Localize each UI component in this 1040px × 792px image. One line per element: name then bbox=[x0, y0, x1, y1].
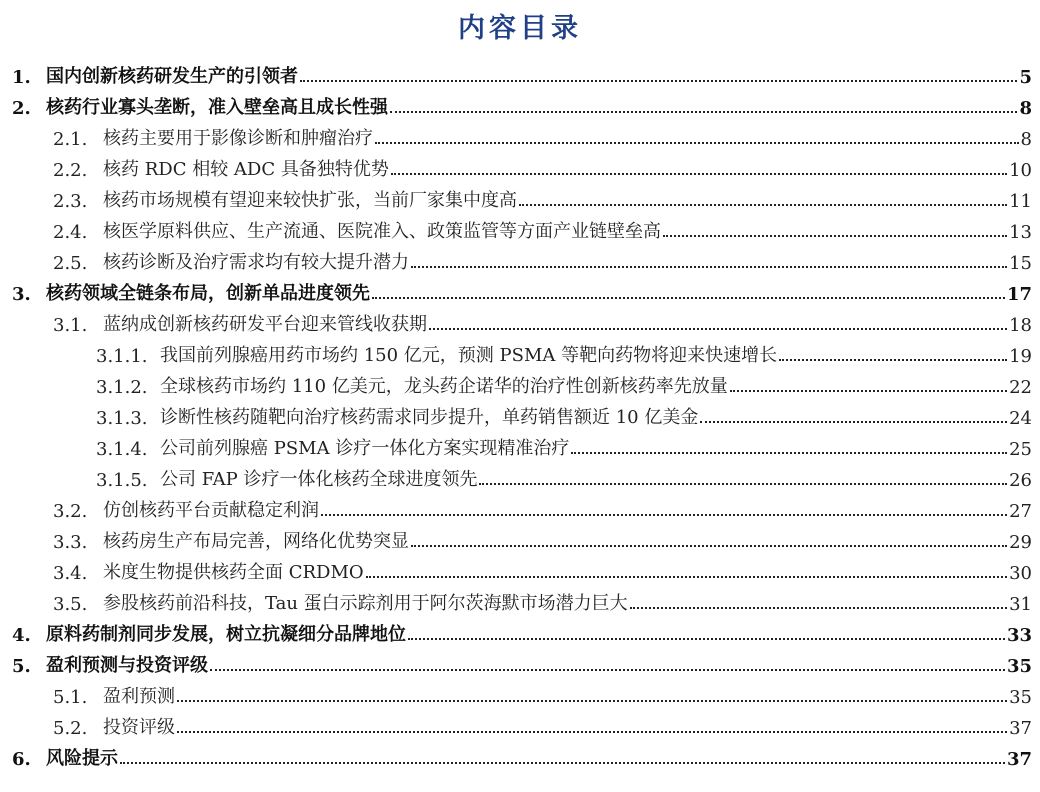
toc-entry-title: 风险提示 bbox=[46, 748, 118, 769]
toc-entry-title: 国内创新核药研发生产的引领者 bbox=[46, 66, 298, 87]
toc-entry-title: 核药主要用于影像诊断和肿瘤治疗 bbox=[103, 128, 373, 149]
toc-entry-page: 18 bbox=[1009, 315, 1032, 336]
toc-entry-page: 37 bbox=[1006, 749, 1032, 770]
toc-entry[interactable] bbox=[0, 522, 1032, 553]
dot-leader bbox=[429, 328, 1007, 330]
toc-entry-number: 5. bbox=[12, 656, 31, 677]
toc-entry-page: 30 bbox=[1009, 563, 1032, 584]
dot-leader bbox=[390, 111, 1017, 113]
toc-entry-number: 1. bbox=[12, 67, 31, 88]
dot-leader bbox=[372, 297, 1005, 299]
toc-entry[interactable] bbox=[0, 429, 1032, 460]
toc-entry[interactable] bbox=[0, 398, 1032, 429]
toc-entry-page: 25 bbox=[1009, 439, 1032, 460]
toc-entry-number: 3.1.5. bbox=[96, 470, 148, 491]
toc-entry[interactable] bbox=[0, 274, 1032, 305]
toc-entry[interactable] bbox=[0, 584, 1032, 615]
toc-entry-title: 公司前列腺癌 PSMA 诊疗一体化方案实现精准治疗 bbox=[160, 438, 570, 459]
toc-entry-page: 5 bbox=[1019, 67, 1032, 88]
toc-entry[interactable] bbox=[0, 336, 1032, 367]
toc-entry[interactable] bbox=[0, 491, 1032, 522]
toc-entry-number: 3.1. bbox=[53, 315, 88, 336]
toc-entry-title: 全球核药市场约 110 亿美元，龙头药企诺华的治疗性创新核药率先放量 bbox=[160, 376, 728, 397]
toc-entry-number: 3.4. bbox=[53, 563, 88, 584]
toc-entry-title: 原料药制剂同步发展，树立抗凝细分品牌地位 bbox=[46, 624, 406, 645]
toc-entry-number: 5.2. bbox=[53, 718, 88, 739]
toc-title: 内容目录 bbox=[458, 13, 582, 44]
toc-entry[interactable] bbox=[0, 677, 1032, 708]
toc-entry[interactable] bbox=[0, 646, 1032, 677]
toc-entry-page: 27 bbox=[1009, 501, 1032, 522]
dot-leader bbox=[519, 204, 1007, 206]
toc-entry-title: 核药诊断及治疗需求均有较大提升潜力 bbox=[103, 252, 409, 273]
toc-entry-title: 核药 RDC 相较 ADC 具备独特优势 bbox=[103, 159, 389, 180]
dot-leader bbox=[630, 607, 1007, 609]
toc-entry-number: 2.4. bbox=[53, 222, 88, 243]
toc-entry[interactable] bbox=[0, 739, 1032, 770]
dot-leader bbox=[408, 638, 1005, 640]
toc-entry[interactable] bbox=[0, 88, 1032, 119]
dot-leader bbox=[120, 762, 1005, 764]
dot-leader bbox=[779, 359, 1007, 361]
dot-leader bbox=[663, 235, 1007, 237]
toc-entry-number: 3.1.1. bbox=[96, 346, 148, 367]
dot-leader bbox=[411, 545, 1007, 547]
dot-leader bbox=[177, 700, 1007, 702]
dot-leader bbox=[700, 421, 1007, 423]
toc-entry-page: 29 bbox=[1009, 532, 1032, 553]
dot-leader bbox=[366, 576, 1007, 578]
toc-entry[interactable] bbox=[0, 150, 1032, 181]
dot-leader bbox=[321, 514, 1007, 516]
toc-entry-number: 3.5. bbox=[53, 594, 88, 615]
dot-leader bbox=[571, 452, 1007, 454]
toc-entry-number: 3.3. bbox=[53, 532, 88, 553]
dot-leader bbox=[300, 80, 1017, 82]
toc-entry[interactable] bbox=[0, 57, 1032, 88]
toc-entry-page: 35 bbox=[1006, 656, 1032, 677]
toc-entry[interactable] bbox=[0, 553, 1032, 584]
toc-entry-title: 盈利预测与投资评级 bbox=[46, 655, 208, 676]
toc-entry-number: 3. bbox=[12, 284, 31, 305]
toc-entry-page: 15 bbox=[1009, 253, 1032, 274]
dot-leader bbox=[730, 390, 1007, 392]
toc-entry[interactable] bbox=[0, 305, 1032, 336]
toc-entry-number: 3.1.4. bbox=[96, 439, 148, 460]
dot-leader bbox=[177, 731, 1007, 733]
toc-entry[interactable] bbox=[0, 708, 1032, 739]
toc-entry-number: 3.2. bbox=[53, 501, 88, 522]
dot-leader bbox=[210, 669, 1005, 671]
toc-entry-title: 参股核药前沿科技，Tau 蛋白示踪剂用于阿尔茨海默市场潜力巨大 bbox=[103, 593, 628, 614]
toc-entry[interactable] bbox=[0, 181, 1032, 212]
toc-entry-page: 35 bbox=[1009, 687, 1032, 708]
toc-entry-page: 33 bbox=[1006, 625, 1032, 646]
toc-entry-title: 米度生物提供核药全面 CRDMO bbox=[103, 562, 364, 583]
toc-entry-title: 蓝纳成创新核药研发平台迎来管线收获期 bbox=[103, 314, 427, 335]
toc-entry-number: 4. bbox=[12, 625, 31, 646]
toc-entry-number: 2.5. bbox=[53, 253, 88, 274]
toc-entry-page: 11 bbox=[1009, 191, 1032, 212]
dot-leader bbox=[391, 173, 1007, 175]
toc-entry[interactable] bbox=[0, 367, 1032, 398]
toc-entry-page: 8 bbox=[1020, 129, 1032, 150]
toc-entry[interactable] bbox=[0, 212, 1032, 243]
toc-entry-title: 盈利预测 bbox=[103, 686, 175, 707]
toc-entry[interactable] bbox=[0, 460, 1032, 491]
dot-leader bbox=[411, 266, 1007, 268]
toc-entry-page: 10 bbox=[1009, 160, 1032, 181]
toc-entry-number: 2.2. bbox=[53, 160, 88, 181]
toc-entry-number: 3.1.3. bbox=[96, 408, 148, 429]
toc-entry-page: 8 bbox=[1019, 98, 1032, 119]
toc-entry-title: 核医学原料供应、生产流通、医院准入、政策监管等方面产业链壁垒高 bbox=[103, 221, 661, 242]
toc-entry-number: 2.3. bbox=[53, 191, 88, 212]
toc-entry-page: 13 bbox=[1009, 222, 1032, 243]
toc-entry-page: 26 bbox=[1009, 470, 1032, 491]
toc-entry-page: 31 bbox=[1009, 594, 1032, 615]
toc-entry-number: 6. bbox=[12, 749, 31, 770]
toc-entry-title: 投资评级 bbox=[103, 717, 175, 738]
toc-entry[interactable] bbox=[0, 243, 1032, 274]
toc-entry-page: 17 bbox=[1006, 284, 1032, 305]
toc-entry-number: 5.1. bbox=[53, 687, 88, 708]
dot-leader bbox=[479, 483, 1007, 485]
toc-entry-title: 核药领域全链条布局，创新单品进度领先 bbox=[46, 283, 370, 304]
toc-entry-title: 诊断性核药随靶向治疗核药需求同步提升，单药销售额近 10 亿美金 bbox=[160, 407, 699, 428]
toc-entry-number: 3.1.2. bbox=[96, 377, 148, 398]
toc-entry-title: 仿创核药平台贡献稳定利润 bbox=[103, 500, 319, 521]
toc-entry[interactable] bbox=[0, 615, 1032, 646]
toc-entry[interactable] bbox=[0, 119, 1032, 150]
toc-entry-title: 公司 FAP 诊疗一体化核药全球进度领先 bbox=[160, 469, 478, 490]
toc-entry-title: 我国前列腺癌用药市场约 150 亿元，预测 PSMA 等靶向药物将迎来快速增长 bbox=[160, 345, 778, 366]
toc-entry-page: 37 bbox=[1009, 718, 1032, 739]
dot-leader bbox=[375, 142, 1019, 144]
toc-entry-page: 19 bbox=[1009, 346, 1032, 367]
toc-entry-page: 24 bbox=[1009, 408, 1032, 429]
toc-entry-number: 2. bbox=[12, 98, 31, 119]
toc-entry-title: 核药市场规模有望迎来较快扩张，当前厂家集中度高 bbox=[103, 190, 517, 211]
toc-entry-title: 核药房生产布局完善，网络化优势突显 bbox=[103, 531, 409, 552]
toc-entry-number: 2.1. bbox=[53, 129, 88, 150]
toc-entry-page: 22 bbox=[1009, 377, 1032, 398]
toc-entry-title: 核药行业寡头垄断，准入壁垒高且成长性强 bbox=[46, 97, 388, 118]
